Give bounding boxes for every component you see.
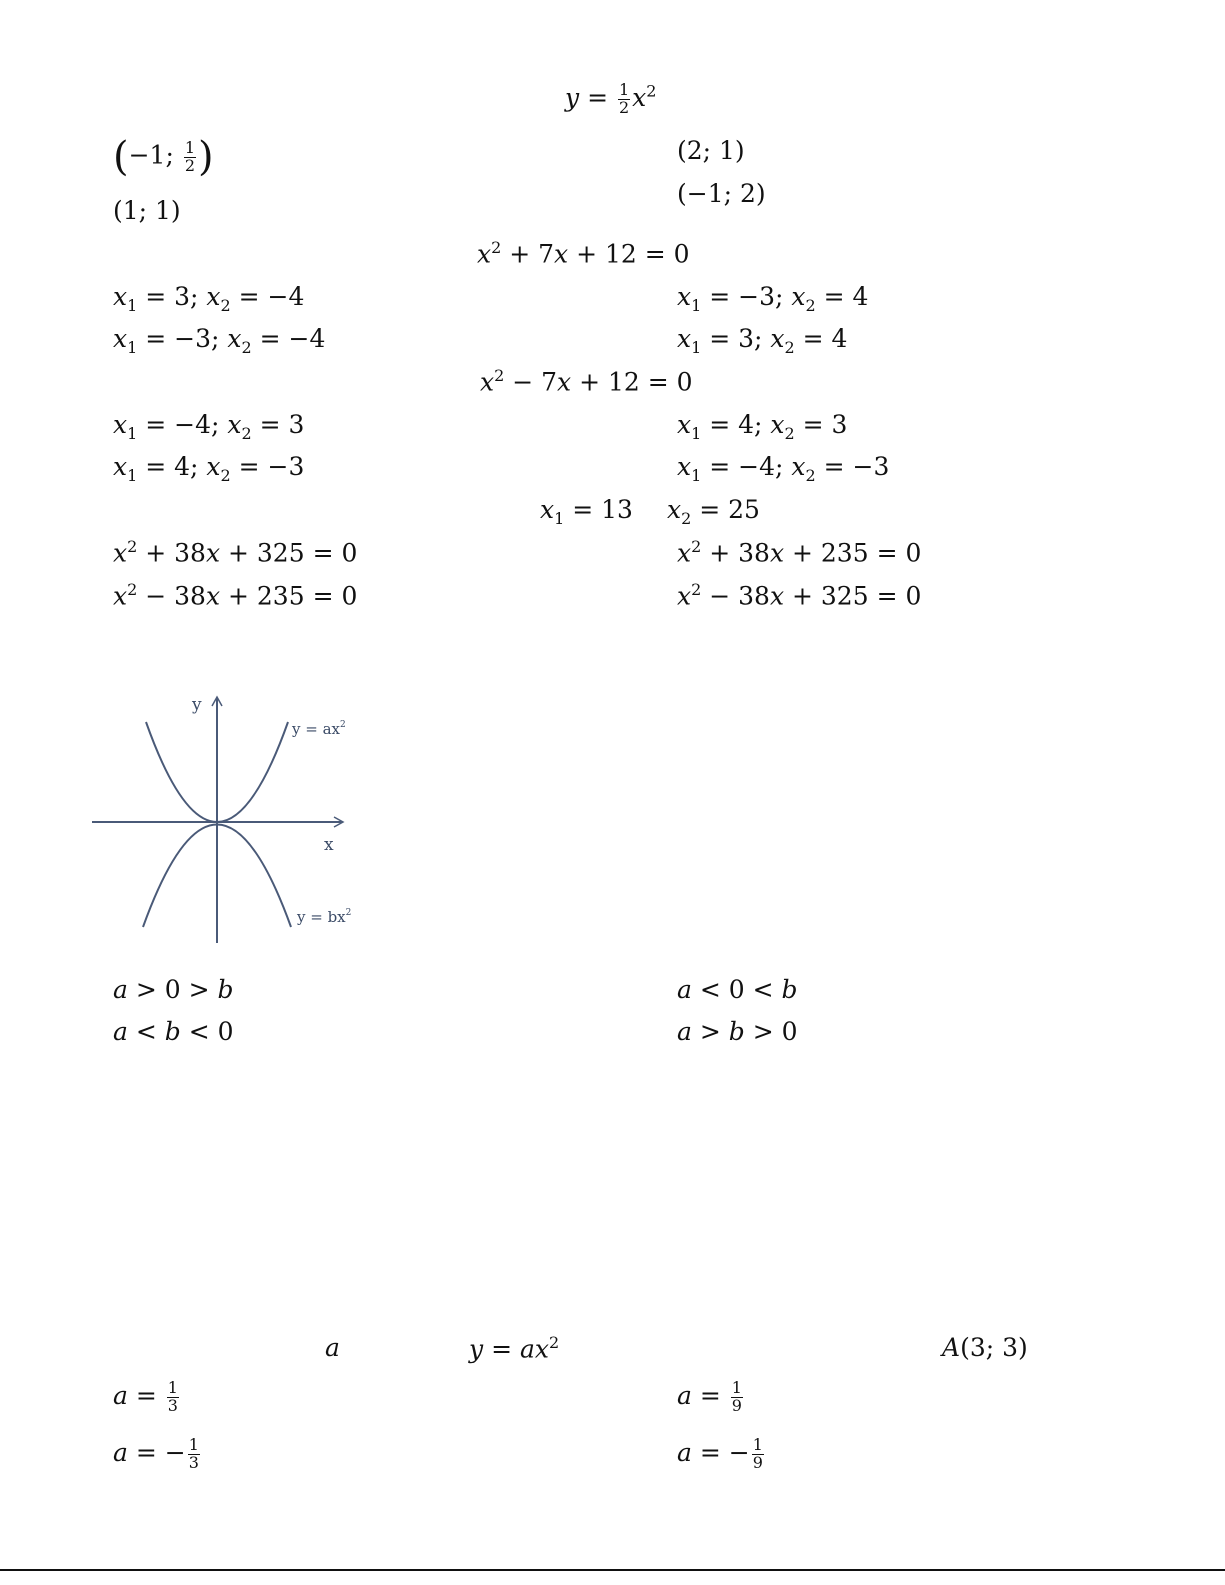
q3-option-a[interactable]: $x_1 = -4$; $x_2 = 3$ bbox=[113, 410, 305, 443]
q6-option-c[interactable]: a = − $\frac{1}{3}$ bbox=[113, 1435, 199, 1472]
bottom-rule bbox=[0, 1569, 1225, 1571]
q2-option-c[interactable]: $x_1 = -3$; $x_2 = -4$ bbox=[113, 324, 326, 357]
q1-option-a[interactable]: (−1; $\frac{1}{2}$ ) bbox=[113, 134, 214, 180]
q5-option-b[interactable]: a < 0 < b bbox=[677, 975, 798, 1004]
q3-option-c[interactable]: $x_1 = 4$; $x_2 = -3$ bbox=[113, 452, 305, 485]
q6-function: $y = ax^2$ bbox=[469, 1333, 560, 1364]
q1-option-b[interactable]: (2; 1) bbox=[677, 136, 745, 165]
q4-option-b[interactable]: $x^2 + 38x + 235 = 0$ bbox=[677, 537, 922, 568]
curve-a-label: $y = ax^2$ bbox=[292, 720, 346, 738]
q6-param: a bbox=[325, 1333, 340, 1362]
q6-point: A(3; 3) bbox=[942, 1333, 1028, 1362]
parabola-graph bbox=[88, 690, 378, 955]
q2-option-b[interactable]: $x_1 = -3$; $x_2 = 4$ bbox=[677, 282, 869, 315]
q4-option-c[interactable]: $x^2 - 38x + 235 = 0$ bbox=[113, 580, 358, 611]
q1-function: y = $\frac{1}{2}$ $x^2$ bbox=[565, 80, 657, 117]
q1-option-d[interactable]: (−1; 2) bbox=[677, 179, 766, 208]
q1-function-fraction: $\frac{1}{2}$ bbox=[618, 80, 630, 117]
q2-option-a[interactable]: $x_1 = 3$; $x_2 = -4$ bbox=[113, 282, 305, 315]
q5-option-d[interactable]: a > b > 0 bbox=[677, 1017, 798, 1046]
q6-option-d[interactable]: a = − $\frac{1}{9}$ bbox=[677, 1435, 763, 1472]
q5-option-c[interactable]: a < b < 0 bbox=[113, 1017, 234, 1046]
q2-option-d[interactable]: $x_1 = 3$; $x_2 = 4$ bbox=[677, 324, 848, 357]
q4-roots: $x_1 = 13$ $x_2 = 25$ bbox=[540, 495, 760, 528]
q1-option-c[interactable]: (1; 1) bbox=[113, 196, 181, 225]
q3-equation: $x^2 - 7x + 12 = 0$ bbox=[480, 366, 693, 397]
y-axis-label: y bbox=[192, 695, 202, 715]
q4-option-d[interactable]: $x^2 - 38x + 325 = 0$ bbox=[677, 580, 922, 611]
curve-b-label: $y = bx^2$ bbox=[297, 908, 352, 926]
x-axis-label: x bbox=[324, 835, 334, 855]
q5-option-a[interactable]: a > 0 > b bbox=[113, 975, 234, 1004]
q3-option-d[interactable]: $x_1 = -4$; $x_2 = -3$ bbox=[677, 452, 890, 485]
q6-option-a[interactable]: a = $\frac{1}{3}$ bbox=[113, 1378, 178, 1415]
q6-option-b[interactable]: a = $\frac{1}{9}$ bbox=[677, 1378, 742, 1415]
q2-equation: $x^2 + 7x + 12 = 0$ bbox=[477, 238, 690, 269]
q4-option-a[interactable]: $x^2 + 38x + 325 = 0$ bbox=[113, 537, 358, 568]
q3-option-b[interactable]: $x_1 = 4$; $x_2 = 3$ bbox=[677, 410, 848, 443]
